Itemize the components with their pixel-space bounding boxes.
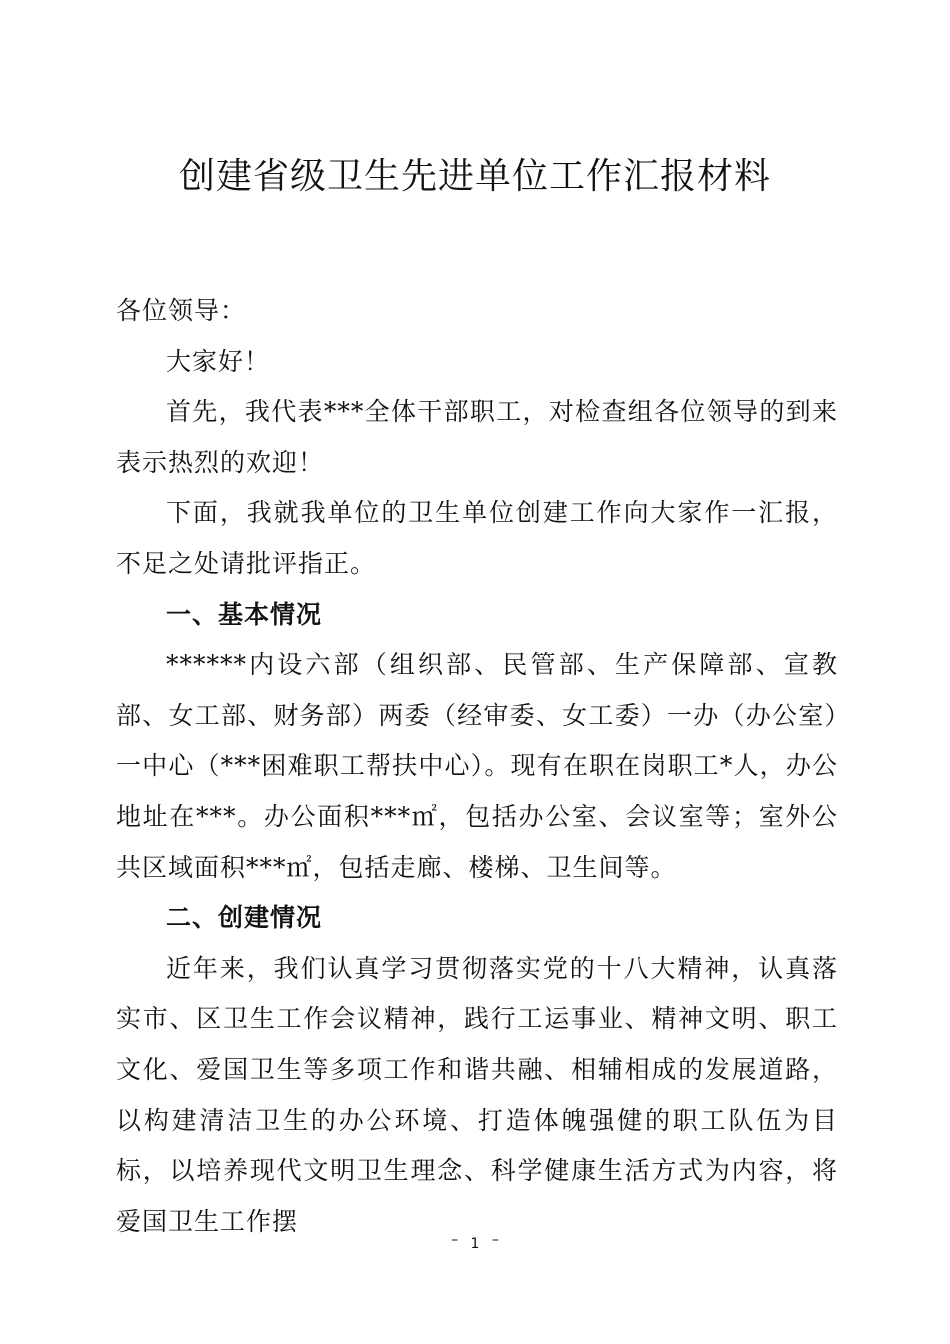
page-number: 1 — [470, 1236, 480, 1252]
document-body — [116, 286, 838, 1247]
paragraph-hello: 大家好！ — [166, 346, 271, 376]
section-heading-basic: 一、基本情况 — [166, 599, 323, 629]
section-text-creation: 近年来，我们认真学习贯彻落实党的十八大精神，认真落实市、区卫生工作会议精神，践行工运事业、精神文明、职工文化、爱国卫生等多项工作和谐共融、相辅相成的发展道路，以构建清洁卫生的办公环境、打造体魄强健的职工队伍为目标，以培养现代文明卫生理念、科学健康生活方式为内容，将爱国卫生工作摆 — [116, 953, 838, 1236]
section-heading-creation: 二、创建情况 — [166, 903, 323, 933]
footer-dash-left: – — [451, 1232, 459, 1248]
paragraph-welcome: 首先，我代表***全体干部职工，对检查组各位领导的到来表示热烈的欢迎！ — [116, 397, 838, 477]
section-text-basic: ******内设六部（组织部、民管部、生产保障部、宣教部、女工部、财务部）两委（经审委、女工委）一办（办公室）一中心（***困难职工帮扶中心）。现有在职在岗职工*人，办公地址在***。办公面积***㎡，包括办公室、会议室等；室外公共区域面积***㎡，包括走廊、楼梯、卫生间等。 — [116, 650, 838, 882]
page-footer — [0, 1232, 950, 1252]
document-title: 创建省级卫生先进单位工作汇报材料 — [178, 156, 771, 197]
greeting: 各位领导： — [116, 296, 247, 325]
footer-dash-right: – — [491, 1232, 499, 1248]
paragraph-intro: 下面，我就我单位的卫生单位创建工作向大家作一汇报，不足之处请批评指正。 — [116, 498, 838, 578]
